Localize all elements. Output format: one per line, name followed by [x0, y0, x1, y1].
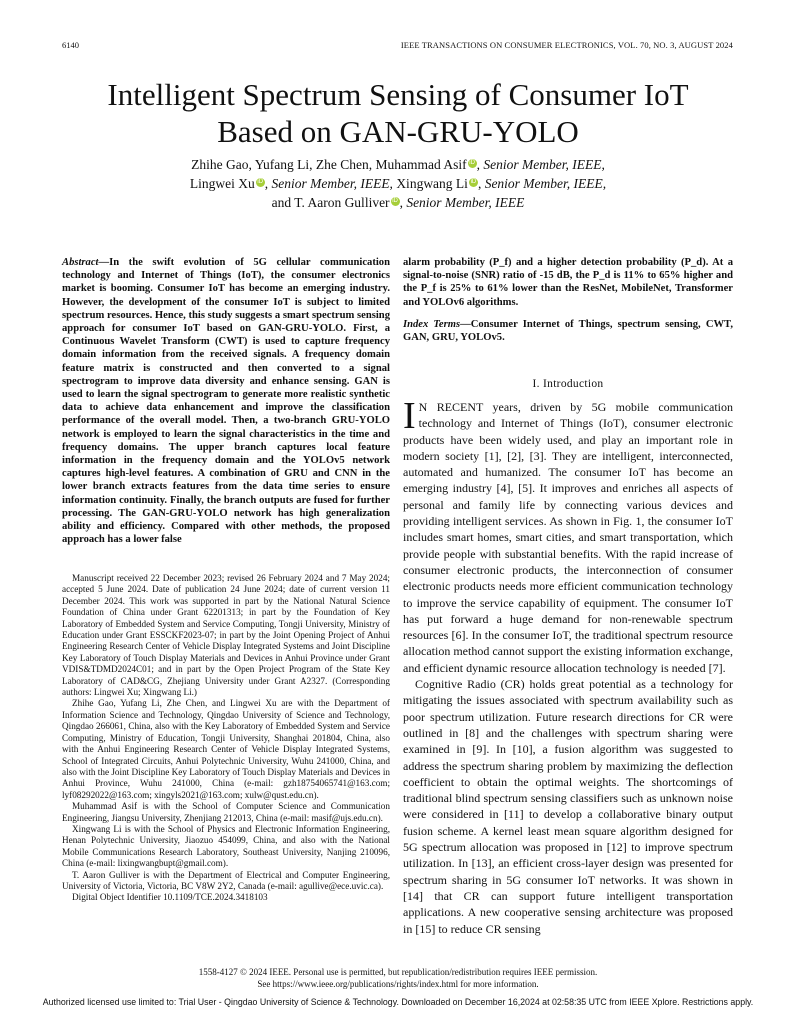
authorized-use-notice: Authorized licensed use limited to: Trial User - Qingdao University of Science & Technology. Downloaded on December 16,2024 at 02:58:35 UTC from IEEE Xplore. Restrictions apply.: [42, 997, 754, 1007]
journal-header: IEEE TRANSACTIONS ON CONSUMER ELECTRONICS, VOL. 70, NO. 3, AUGUST 2024: [400, 40, 733, 50]
index-terms-text: —Consumer Internet of Things, spectrum sensing, CWT, GAN, GRU, YOLOv5.: [403, 319, 733, 344]
orcid-icon[interactable]: iD: [469, 159, 475, 166]
author-names: Zhihe Gao, Yufang Li, Zhe Chen, Muhammad Asif: [191, 157, 467, 172]
orcid-icon[interactable]: iD: [257, 178, 264, 185]
author-list: [60, 155, 736, 212]
copyright-line-1: 1558-4127 © 2024 IEEE. Personal use is permitted, but republication/redistribution requires IEEE permission.: [198, 967, 598, 977]
index-terms-label: Index Terms: [403, 319, 461, 330]
author-role: Senior Member, IEEE,: [483, 157, 605, 172]
copyright-line-2[interactable]: See https://www.ieee.org/publications/rights/index.html for more information.: [257, 979, 539, 989]
footnote-affiliation: Muhammad Asif is with the School of Computer Science and Communication Engineering, Jiangsu University, Zhenjiang 212013, China (e-mail: masif@ujs.edu.cn).: [62, 801, 390, 823]
title-line-2: Based on GAN-GRU-YOLO: [217, 114, 579, 149]
orcid-icon[interactable]: iD: [470, 178, 477, 185]
intro-paragraph-1-text: N RECENT years, driven by 5G mobile communication technology and Internet of Things (IoT), consumer electronic products have been widely used, and play an important role in modern society [1], [2], [3]. They are intelligent, interconnected, automated and humanized. The consumer IoT has become an emerging industry [4], [5]. It improves and enriches all aspects of personal and family life by connecting various devices and providing intelligent services. As shown in Fig. 1, the consumer IoT includes smart homes, smart cities, and smart transportation, which provide people with substantial benefits. With the rapid increase of consumer electronic products, the interconnection of consumer electronic products needs more efficient communication technology to improve the service capability of equipment. The consumer IoT has put forward a huge demand for non-renewable spectrum resources [6]. In the consumer IoT, the traditional spectrum resource allocation method cannot support the existing information exchange, and efficient dynamic resource allocation technology is needed [7].: [403, 400, 733, 675]
intro-paragraph-2: Cognitive Radio (CR) holds great potential as a technology for mitigating the issues associated with spectrum availability such as poor spectrum utilization. Future research directions for CR were outlined in [8] and the challenges with spectrum sharing were examined in [9]. In [10], a fusion algorithm was suggested to address the spectrum sharing problem by maximizing the deflection coefficient to obtain the optimal weights. The shortcomings of traditional blind spectrum sensing classifiers such as unknown noise were considered in [11] to develop a collaborative binary output fusion scheme. A kernel least mean square algorithm designed for 5G spectrum allocation was proposed in [12] to improve spectrum utilization. In [13], an efficient cross-layer design was presented for spectrum sharing in 5G consumer IoT networks. It was shown in [14] that CR can support future intelligent transportation applications. A new cooperative sensing architecture was proposed in [15] to reduce CR sensing: [403, 677, 733, 936]
introduction-body: [403, 395, 733, 937]
orcid-icon[interactable]: iD: [392, 197, 398, 204]
author-name: and T. Aaron Gulliver: [271, 195, 390, 210]
author-role: Senior Member, IEEE: [406, 195, 525, 210]
footnote-doi[interactable]: Digital Object Identifier 10.1109/TCE.2024.3418103: [72, 892, 268, 903]
abstract-text: —In the swift evolution of 5G cellular communication technology and Internet of Things (IoT), the consumer electronics market is booming. Consumer IoT has become an emerging industry. However, the development of the consumer IoT is subject to limited spectrum resources. Hence, this study suggests a smart spectrum sensing approach for consumer IoT based on GAN-GRU-YOLO. First, a Continuous Wavelet Transform (CWT) is used to capture frequency domain information from the received signals. A frequency domain feature matrix is constructed and then converted to a signal spectrogram to improve data diversity and enhance sensing. GAN is used to learn the signal spectrogram to generate more realistic synthetic data to achieve data enhancement and improve the classification performance of the overall model. Then, a two-branch GRU-YOLO network is employed to learn the signal characteristics in the time and frequency domains. The upper branch captures local feature information in the frequency domain and the YOLOv5 network captures high-level features. A combination of GRU and CNN in the lower branch extracts features from the data time series to ensure information continuity. Finally, the branch outputs are fused for further processing. The GAN-GRU-YOLO network has high generalization ability and efficiency. Compared with other methods, the proposed approach has a lower false: [62, 257, 390, 546]
intro-paragraph-1: [403, 395, 733, 676]
drop-cap: I: [403, 395, 416, 437]
footnotes: [62, 573, 390, 904]
author-name: Xingwang Li: [396, 176, 468, 191]
author-line-3: and T. Aaron Gulliver iD , Senior Member, IEEE: [271, 195, 525, 210]
footnote-manuscript: Manuscript received 22 December 2023; revised 26 February 2024 and 7 May 2024; accepted 5 June 2024. Date of publication 24 June 2024; date of current version 11 December 2024. This work was supported in part by the National Natural Science Foundation of China under Grant 62201313; in part by the Foundation of Key Laboratory of Embedded System and Service Computing, Tongji University, Ministry of Education under Grant ESSCKF2023-07; in part by the Joint Opening Project of Anhui Engineering Research Center of Vehicle Display Integrated Systems and Joint Discipline Key Laboratory of Touch Display Materials and Devices in Anhui Province under Grant VDIS&TDMD2024C01; and in part by the Open Project Program of the State Key Laboratory of CAD&CG, Zhejiang University under Grant A2327. (Corresponding authors: Lingwei Xu; Xingwang Li.): [62, 573, 390, 698]
footnote-affiliation: Zhihe Gao, Yufang Li, Zhe Chen, and Lingwei Xu are with the Department of Information Science and Technology, Qingdao University of Science and Technology, Qingdao 266061, China, also with the Key Laboratory of Embedded System and Service Computing, Ministry of Education, Tongji University, Shanghai 201804, China, also with the Anhui Engineering Research Center of Vehicle Display Integrated Systems, School of Integrated Circuits, Anhui Polytechnic University, Wuhu 241000, China, and also with the Joint Discipline Key Laboratory of Touch Display Materials and Devices in Anhui Province, Wuhu 241000, China (e-mail: gzh18754065741@163.com; lyf08292022@163.com; xingyls2021@163.com; xulw@qust.edu.cn).: [62, 698, 390, 800]
author-name: Lingwei Xu: [189, 176, 255, 191]
paper-title: [0, 76, 796, 150]
abstract-label: Abstract: [62, 257, 99, 268]
section-heading-introduction: I. Introduction: [532, 378, 604, 390]
title-line-1: Intelligent Spectrum Sensing of Consumer IoT: [107, 77, 689, 112]
footnote-affiliation: Xingwang Li is with the School of Physics and Electronic Information Engineering, Henan Polytechnic University, Jiaozuo 454099, China, and also with the National Mobile Communications Research Laboratory, Southeast University, Nanjing 210096, China (e-mail: lixingwangbupt@gmail.com).: [62, 823, 390, 869]
index-terms: [403, 318, 733, 344]
copyright-notice: [0, 966, 796, 990]
author-line-2: Lingwei Xu iD , Senior Member, IEEE, Xingwang Li iD , Senior Member, IEEE,: [189, 176, 607, 191]
abstract: [62, 256, 390, 546]
author-role: Senior Member, IEEE,: [484, 176, 607, 191]
author-line-1: Zhihe Gao, Yufang Li, Zhe Chen, Muhammad Asif iD , Senior Member, IEEE,: [191, 157, 605, 172]
page-number: 6140: [62, 40, 79, 50]
author-role: Senior Member, IEEE,: [271, 176, 393, 191]
abstract-continued: alarm probability (P_f) and a higher detection probability (P_d). At a signal-to-noise (SNR) ratio of -15 dB, the P_d is 11% to 65% higher and the P_f is 25% to 61% lower than the ResNet, MobileNet, Transformer and YOLOv6 algorithms.: [403, 257, 733, 308]
footnote-affiliation: T. Aaron Gulliver is with the Department of Electrical and Computer Engineering, University of Victoria, Victoria, BC V8W 2Y2, Canada (e-mail: agullive@ece.uvic.ca).: [62, 869, 390, 891]
